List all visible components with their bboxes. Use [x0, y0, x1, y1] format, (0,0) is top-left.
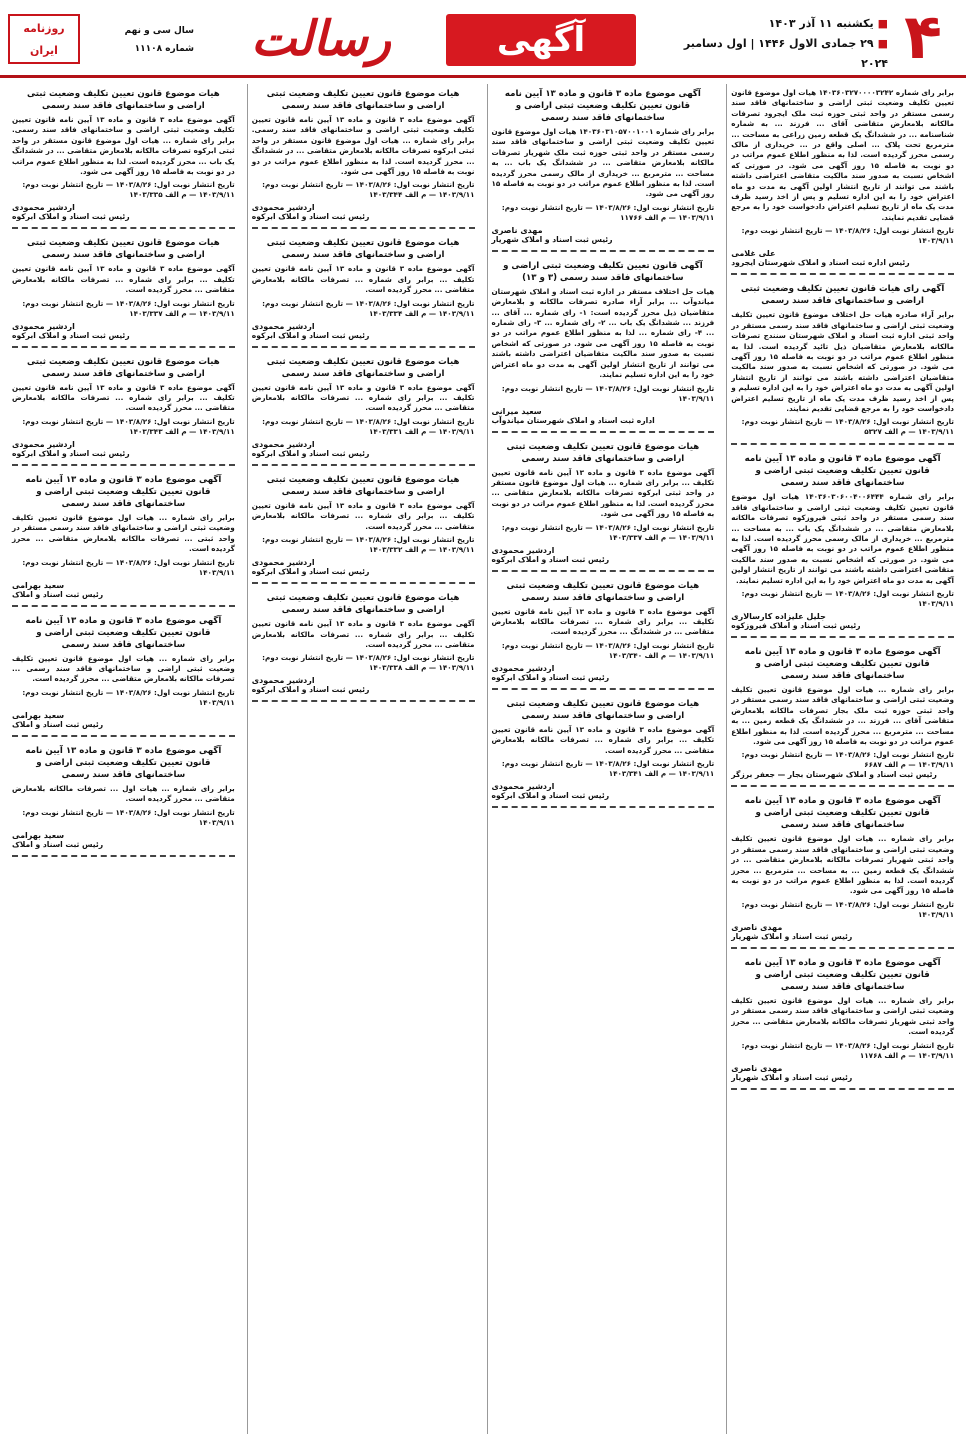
- notice-publication-dates: تاریخ انتشار نوبت اول: ۱۴۰۳/۸/۲۶ — تاریخ انتشار نوبت دوم: ۱۴۰۳/۹/۱۱ — م الف ۱۴۰۳/۳۴۱: [501, 758, 715, 778]
- notice-issuing-office: رئیس ثبت اسناد و املاک ابرکوه: [12, 330, 130, 340]
- notice-body: آگهی موضوع ماده ۳ قانون و ماده ۱۳ آیین نامه قانون تعیین تکلیف ... برابر رای شماره ... هیات اول موضوع قانون مستقر در واحد ثبتی ابرکوه تصرفات مالکانه بلامعارض متقاضی ... محرز گردیده است. لذا به منظور اطلاع عموم مراتب در دو نوبت به فاصله ۱۵ روز آگهی می شود.: [491, 467, 715, 519]
- notice-body: آگهی موضوع ماده ۳ قانون و ماده ۱۳ آیین نامه قانون تعیین تکلیف ... برابر رای شماره ... تصرفات مالکانه بلامعارض متقاضی ... محرز گردیده است.: [251, 264, 475, 295]
- notice-column: [247, 84, 479, 1434]
- notice-issuing-office: رئیس ثبت اسناد و املاک ابرکوه: [12, 448, 130, 458]
- notice-issuing-office: رئیس ثبت اسناد و املاک شهریار: [491, 234, 613, 244]
- notice-issuing-office: رئیس ثبت اسناد و املاک ابرکوه: [491, 554, 610, 564]
- issue-number: شماره ۱۱۱۰۸: [134, 44, 194, 54]
- notice-title: آگهی موضوع ماده ۳ قانون و ماده ۱۳ آیین نامه قانون تعیین تکلیف وضعیت ثبتی اراضی و ساختمانهای فاقد سند رسمی: [25, 474, 222, 509]
- notice-title: آگهی موضوع ماده ۳ قانون و ماده ۱۳ آیین نامه قانون تعیین تکلیف وضعیت ثبتی اراضی و ساختمانهای فاقد سند رسمی: [744, 796, 941, 831]
- legal-notice: [731, 84, 954, 275]
- notice-publication-dates: تاریخ انتشار نوبت اول: ۱۴۰۳/۸/۲۶ — تاریخ انتشار نوبت دوم: ۱۴۰۳/۹/۱۱ — م الف ۱۱۷۶۶: [501, 202, 715, 222]
- notice-body: آگهی موضوع ماده ۳ قانون و ماده ۱۳ آیین نامه قانون تعیین تکلیف ... برابر رای شماره ... تصرفات مالکانه بلامعارض متقاضی ... محرز گردیده است.: [12, 264, 235, 295]
- legal-notice: [252, 233, 475, 347]
- notice-publication-dates: تاریخ انتشار نوبت اول: ۱۴۰۳/۸/۲۶ — تاریخ انتشار نوبت دوم: ۱۴۰۳/۹/۱۱: [22, 807, 235, 827]
- notice-publication-dates: تاریخ انتشار نوبت اول: ۱۴۰۳/۸/۲۶ — تاریخ انتشار نوبت دوم: ۱۴۰۳/۹/۱۱ — م الف ۱۴۰۳/۳۳۷: [22, 298, 235, 318]
- notice-signer-name: اردشیر محمودی: [12, 321, 75, 331]
- notice-signer-name: مهدی ناصری: [491, 225, 543, 235]
- notice-title: هیات موضوع قانون تعیین تکلیف وضعیت ثبتی اراضی و ساختمانهای فاقد سند رسمی: [506, 698, 700, 721]
- legal-notice: [731, 642, 954, 787]
- notice-publication-dates: تاریخ انتشار نوبت اول: ۱۴۰۳/۸/۲۶ — تاریخ انتشار نوبت دوم: ۱۴۰۳/۹/۱۱: [741, 589, 954, 608]
- notice-publication-dates: تاریخ انتشار نوبت اول: ۱۴۰۳/۸/۲۶ — تاریخ انتشار نوبت دوم: ۱۴۰۳/۹/۱۱ — م الف ۱۴۰۳/۳۳۷: [501, 522, 715, 542]
- notice-signer-name: اردشیر محمودی: [251, 676, 315, 686]
- notice-issuing-office: رئیس اداره ثبت اسناد و املاک شهرستان ایجرود: [731, 258, 910, 268]
- notice-signer-name: سعید بهرامی: [12, 580, 65, 590]
- notice-issuing-office: رئیس ثبت اسناد و املاک ابرکوه: [251, 448, 370, 458]
- notice-title: آگهی موضوع ماده ۳ قانون و ماده ۱۳ آیین نامه قانون تعیین تکلیف وضعیت ثبتی اراضی و ساختمانهای فاقد سند رسمی: [744, 454, 941, 489]
- notice-issuing-office: رئیس ثبت اسناد و املاک شهریار: [731, 1072, 853, 1082]
- notice-title: آگهی موضوع ماده ۳ قانون و ماده ۱۳ آیین نامه قانون تعیین تکلیف وضعیت ثبتی اراضی و ساختمانهای فاقد سند رسمی: [25, 615, 222, 650]
- notice-publication-dates: تاریخ انتشار نوبت اول: ۱۴۰۳/۸/۲۶ — تاریخ انتشار نوبت دوم: ۱۴۰۳/۹/۱۱ — م الف ۱۴۰۳/۳۳۸: [262, 653, 475, 673]
- legal-notice: [252, 84, 475, 229]
- legal-notice: [731, 279, 954, 445]
- legal-notice: [492, 437, 715, 572]
- notice-publication-dates: تاریخ انتشار نوبت اول: ۱۴۰۳/۸/۲۶ — تاریخ انتشار نوبت دوم: ۱۴۰۳/۹/۱۱ — م الف ۵۳۲۷: [741, 417, 954, 437]
- legal-notice: [12, 611, 235, 737]
- notice-issuing-office: رئیس ثبت اسناد و املاک فیروزکوه: [731, 621, 861, 630]
- notice-issuing-office: اداره ثبت اسناد و املاک شهرستان میاندوآب: [491, 415, 655, 425]
- notice-title: هیات موضوع قانون تعیین تکلیف وضعیت ثبتی اراضی و ساختمانهای فاقد سند رسمی: [266, 238, 460, 261]
- notice-issuing-office: رئیس ثبت اسناد و املاک ابرکوه: [251, 330, 370, 340]
- notice-publication-dates: تاریخ انتشار نوبت اول: ۱۴۰۳/۸/۲۶ — تاریخ انتشار نوبت دوم: ۱۴۰۳/۹/۱۱: [741, 899, 954, 919]
- notice-issuing-office: رئیس ثبت اسناد و املاک ابرکوه: [12, 212, 130, 222]
- notice-signer-name: اردشیر محمودی: [491, 545, 555, 555]
- notice-signer-name: سعید میرانی: [491, 406, 542, 416]
- notice-body: برابر رای شماره ... هیات اول موضوع قانون تعیین تکلیف وضعیت ثبتی اراضی و ساختمانهای فاقد سند رسمی مستقر در واحد ثبتی حوزه ثبت ملک بجار تصرفات مالکانه بلامعارض متقاضی آقای ... فرزند ... در ششدانگ یک قطعه زمین ... به مساحت ... مترمربع ... محرز گردیده است. لذا به منظور اطلاع عموم مراتب در دو نوبت به فاصله ۱۵ روز آگهی می شود.: [731, 685, 954, 747]
- notice-publication-dates: تاریخ انتشار نوبت اول: ۱۴۰۳/۸/۲۶ — تاریخ انتشار نوبت دوم: ۱۴۰۳/۹/۱۱ — م الف ۱۴۰۳/۳۴۰: [501, 640, 715, 660]
- notice-body: برابر رای شماره ... هیات اول موضوع قانون تعیین تکلیف وضعیت ثبتی اراضی و ساختمانهای فاقد سند رسمی مستقر در واحد ثبتی ... تصرفات مالکانه بلامعارض متقاضی ... محرز گردیده است.: [12, 512, 235, 554]
- legal-notice: [731, 449, 954, 638]
- notice-body: برابر آراء صادره هیات حل اختلاف موضوع قانون تعیین تکلیف وضعیت ثبتی اراضی و ساختمانهای فاقد سند رسمی مستقر در واحد ثبتی اداره ثبت اسناد و املاک شهرستان سنندج تصرفات مالکانه بلامعارض متقاضیان ذیل تائید گردیده است. لذا به منظور اطلاع عموم مراتب در دو نوبت به فاصله ۱۵ روز آگهی می شود. در صورتی که اشخاص نسبت به صدور سند مالکیت متقاضیان اعتراضی داشته باشند می توانند از تاریخ انتشار اولین آگهی به مدت دو ماه اعتراض خود را به این اداره تسلیم و پس از اخذ رسید ظرف مدت یک ماه از تاریخ تسلیم اعتراض دادخواست خود را به مرجع قضایی تقدیم نمایند.: [731, 310, 954, 413]
- date-line-hijri-gregorian: ■۲۹ جمادی الاول ۱۴۴۶ | اول دسامبر ۲۰۲۴: [683, 37, 888, 70]
- legal-notice: [731, 953, 954, 1090]
- legal-notice: [12, 741, 235, 857]
- legal-notice: [12, 352, 235, 466]
- notice-title: هیات موضوع قانون تعیین تکلیف وضعیت ثبتی اراضی و ساختمانهای فاقد سند رسمی: [27, 89, 220, 111]
- notice-title: هیات موضوع قانون تعیین تکلیف وضعیت ثبتی اراضی و ساختمانهای فاقد سند رسمی: [266, 593, 460, 616]
- notice-issuing-office: رئیس ثبت اسناد و املاک ابرکوه: [251, 685, 370, 695]
- notice-publication-dates: تاریخ انتشار نوبت اول: ۱۴۰۳/۸/۲۶ — تاریخ انتشار نوبت دوم: ۱۴۰۳/۹/۱۱ — م الف ۱۴۰۳/۳۳۵: [22, 180, 235, 200]
- legal-notice: [12, 84, 235, 229]
- notice-signer-name: اردشیر محمودی: [491, 663, 555, 673]
- legal-notice: [252, 588, 475, 702]
- notice-issuing-office: رئیس ثبت اسناد و املاک: [12, 719, 104, 729]
- notice-column: [8, 84, 239, 1434]
- notice-column: [487, 84, 719, 1434]
- notice-columns: [8, 84, 958, 1434]
- notice-title: هیات موضوع قانون تعیین تکلیف وضعیت ثبتی اراضی و ساختمانهای فاقد سند رسمی: [506, 441, 700, 464]
- notice-publication-dates: تاریخ انتشار نوبت اول: ۱۴۰۳/۸/۲۶ — تاریخ انتشار نوبت دوم: ۱۴۰۳/۹/۱۱: [741, 226, 954, 246]
- notice-publication-dates: تاریخ انتشار نوبت اول: ۱۴۰۳/۸/۲۶ — تاریخ انتشار نوبت دوم: ۱۴۰۳/۹/۱۱ — م الف ۱۴۰۳/۳۳۲: [262, 535, 475, 555]
- notice-publication-dates: تاریخ انتشار نوبت اول: ۱۴۰۳/۸/۲۶ — تاریخ انتشار نوبت دوم: ۱۴۰۳/۹/۱۱ — م الف ۱۴۰۳/۳۳۴: [262, 298, 475, 318]
- notice-signer-name: مهدی ناصری: [731, 1063, 783, 1073]
- notice-publication-dates: تاریخ انتشار نوبت اول: ۱۴۰۳/۸/۲۶ — تاریخ انتشار نوبت دوم: ۱۴۰۳/۹/۱۱ — م الف ۶۶۸۷: [741, 750, 954, 770]
- notice-body: آگهی موضوع ماده ۳ قانون و ماده ۱۳ آیین نامه قانون تعیین تکلیف وضعیت ثبتی اراضی و ساختمانهای فاقد سند رسمی. برابر رای شماره ... هیات اول موضوع قانون مستقر در واحد ثبتی ابرکوه تصرفات مالکانه بلامعارض متقاضی ... در ششدانگ ... محرز گردیده است. لذا به منظور اطلاع عموم مراتب در دو نوبت به فاصله ۱۵ روز آگهی می شود.: [251, 115, 475, 177]
- legal-notice: [252, 470, 475, 584]
- notice-body: آگهی موضوع ماده ۳ قانون و ماده ۱۳ آیین نامه قانون تعیین تکلیف ... برابر رای شماره ... تصرفات مالکانه بلامعارض متقاضی ... محرز گردیده است.: [251, 382, 475, 413]
- newspaper-logo: رسالت: [251, 11, 391, 67]
- notice-title: آگهی رای هیات قانون تعیین تکلیف وضعیت ثبتی اراضی و ساختمانهای فاقد سند رسمی: [740, 284, 945, 307]
- legal-notice: [731, 791, 954, 948]
- section-title: آگهی: [446, 14, 636, 66]
- notice-body: برابر رای شماره ۱۴۰۳۶۰۳۰۶۰۰۴۰۰۶۴۴۴ هیات اول موضوع قانون تعیین تکلیف وضعیت ثبتی اراضی و ساختمانهای فاقد سند رسمی مستقر در واحد ثبتی فیروزکوه تصرفات مالکانه بلامعارض متقاضی ... در ششدانگ یک باب ... به مساحت ... مترمربع ... خریداری از مالک رسمی محرز گردیده است. لذا به منظور اطلاع عموم مراتب در دو نوبت به فاصله ۱۵ روز آگهی می شود. در صورتی که اشخاص نسبت به صدور سند مالکیت متقاضی اعتراضی داشته باشند می توانند از تاریخ انتشار اولین آگهی به مدت دو ماه اعتراض خود را به این اداره تسلیم نمایند.: [731, 492, 954, 585]
- notice-signer-name: سعید بهرامی: [12, 710, 65, 720]
- notice-signer-name: اردشیر محمودی: [12, 439, 75, 449]
- notice-publication-dates: تاریخ انتشار نوبت اول: ۱۴۰۳/۸/۲۶ — تاریخ انتشار نوبت دوم: ۱۴۰۳/۹/۱۱ — م الف ۱۴۰۳/۳۴۳: [22, 416, 235, 436]
- page-header: [0, 0, 966, 78]
- iran-newspaper-logo: روزنامه ایران: [8, 14, 80, 64]
- notice-issuing-office: رئیس ثبت اسناد و املاک ابرکوه: [251, 212, 370, 222]
- notice-title: آگهی موضوع ماده ۳ قانون و ماده ۱۳ آیین نامه قانون تعیین تکلیف وضعیت ثبتی اراضی و ساختمانهای فاقد سند رسمی: [504, 89, 701, 123]
- notice-title: آگهی موضوع ماده ۳ قانون و ماده ۱۳ آیین نامه قانون تعیین تکلیف وضعیت ثبتی اراضی و ساختمانهای فاقد سند رسمی: [744, 647, 941, 681]
- notice-publication-dates: تاریخ انتشار نوبت اول: ۱۴۰۳/۸/۲۶ — تاریخ انتشار نوبت دوم: ۱۴۰۳/۹/۱۱ — م الف ۱۱۷۶۸: [741, 1040, 954, 1060]
- notice-title: هیات موضوع قانون تعیین تکلیف وضعیت ثبتی اراضی و ساختمانهای فاقد سند رسمی: [506, 580, 700, 603]
- page-number: ۴: [904, 0, 942, 73]
- legal-notice: [492, 256, 715, 433]
- legal-notice: [12, 470, 235, 607]
- notice-signer-name: سعید بهرامی: [12, 830, 65, 840]
- notice-body: هیات حل اختلاف مستقر در اداره ثبت اسناد و املاک شهرستان میاندوآب ... برابر آراء صادره تصرفات مالکانه و بلامعارض متقاضیان ذیل محرز گردیده است: ۱- رای شماره ... آقای ... فرزند ... ششدانگ یک باب ... ۲- رای شماره ... ۳- رای شماره ... ۴- رای شماره ... لذا به منظور اطلاع عموم مراتب در دو نوبت به فاصله ۱۵ روز آگهی می شود. در صورتی که اشخاص نسبت به صدور سند مالکیت متقاضیان اعتراضی داشته باشند می توانند از تاریخ انتشار اولین آگهی به مدت دو ماه اعتراض خود را به این اداره تسلیم نمایند.: [491, 286, 715, 380]
- legal-notice: [252, 352, 475, 466]
- notice-issuing-office: رئیس ثبت اسناد و املاک ابرکوه: [491, 672, 610, 682]
- legal-notice: [12, 233, 235, 347]
- notice-issuing-office: رئیس ثبت اسناد و املاک ابرکوه: [251, 567, 370, 577]
- notice-signer-name: اردشیر محمودی: [12, 203, 75, 213]
- notice-body: برابر رای شماره ... هیات اول موضوع قانون تعیین تکلیف وضعیت ثبتی اراضی و ساختمانهای فاقد سند رسمی ... تصرفات مالکانه بلامعارض متقاضی ... محرز گردیده است.: [12, 653, 235, 684]
- notice-body: برابر رای شماره ۱۴۰۳۶۰۳۲۷۰۰۰۰۳۲۴۲ هیات اول موضوع قانون تعیین تکلیف وضعیت ثبتی اراضی و ساختمانهای فاقد سند رسمی مستقر در واحد ثبتی حوزه ثبت ملک ایجرود تصرفات مالکانه بلامعارض متقاضی آقای ... فرزند ... به شماره شناسنامه ... در ششدانگ یک قطعه زمین زراعی به مساحت ... مترمربع تحت پلاک ... اصلی واقع در ... خریداری از مالک رسمی محرز گردیده است. لذا به منظور اطلاع عموم مراتب در دو نوبت به فاصله ۱۵ روز آگهی می شود. در صورتی که اشخاص نسبت به صدور سند مالکیت متقاضی اعتراضی داشته باشند می توانند از تاریخ انتشار اولین آگهی به مدت دو ماه اعتراض خود را به این اداره تسلیم و پس از اخذ رسید ظرف مدت یک ماه از تاریخ تسلیم اعتراض دادخواست خود را به مرجع قضایی تقدیم نمایند.: [731, 88, 954, 222]
- legal-notice: [492, 84, 715, 252]
- notice-body: برابر رای شماره ۱۴۰۳۶۰۳۱۰۵۷۰۰۱۰۰۱ هیات اول موضوع قانون تعیین تکلیف وضعیت ثبتی اراضی و ساختمانهای فاقد سند رسمی مستقر در واحد ثبتی حوزه ثبت ملک شهریار تصرفات مالکانه بلامعارض متقاضی ... در ششدانگ یک باب ... به مساحت ... مترمربع ... خریداری از مالک رسمی محرز گردیده است. لذا به منظور اطلاع عموم مراتب در دو نوبت به فاصله ۱۵ روز آگهی می شود.: [491, 127, 715, 199]
- notice-publication-dates: تاریخ انتشار نوبت اول: ۱۴۰۳/۸/۲۶ — تاریخ انتشار نوبت دوم: ۱۴۰۳/۹/۱۱ — م الف ۱۴۰۳/۳۳۱: [262, 416, 475, 436]
- notice-issuing-office: رئیس ثبت اسناد و املاک ابرکوه: [491, 790, 610, 800]
- issue-info: [84, 22, 194, 62]
- notice-title: آگهی موضوع ماده ۳ قانون و ماده ۱۳ آیین نامه قانون تعیین تکلیف وضعیت ثبتی اراضی و ساختمانهای فاقد سند رسمی: [25, 745, 222, 780]
- date-block: [658, 14, 888, 70]
- notice-signer-name: جلیل علیزاده کارسالاری: [731, 612, 826, 621]
- notice-title: هیات موضوع قانون تعیین تکلیف وضعیت ثبتی اراضی و ساختمانهای فاقد سند رسمی: [266, 474, 460, 497]
- notice-publication-dates: تاریخ انتشار نوبت اول: ۱۴۰۳/۸/۲۶ — تاریخ انتشار نوبت دوم: ۱۴۰۳/۹/۱۱: [501, 383, 715, 403]
- notice-issuing-office: رئیس ثبت اسناد و املاک: [12, 589, 104, 599]
- notice-publication-dates: تاریخ انتشار نوبت اول: ۱۴۰۳/۸/۲۶ — تاریخ انتشار نوبت دوم: ۱۴۰۳/۹/۱۱ — م الف ۱۴۰۳/۳۴۴: [262, 180, 475, 200]
- notice-publication-dates: تاریخ انتشار نوبت اول: ۱۴۰۳/۸/۲۶ — تاریخ انتشار نوبت دوم: ۱۴۰۳/۹/۱۱: [22, 557, 235, 577]
- legal-notice: [492, 694, 715, 808]
- notice-issuing-office: رئیس ثبت اسناد و املاک شهرستان بجار — جعفر برزگر: [731, 770, 937, 780]
- notice-title: هیات موضوع قانون تعیین تکلیف وضعیت ثبتی اراضی و ساختمانهای فاقد سند رسمی: [266, 356, 460, 379]
- notice-signer-name: اردشیر محمودی: [251, 439, 315, 449]
- notice-body: برابر رای شماره ... هیات اول ... تصرفات مالکانه بلامعارض متقاضی ... محرز گردیده است.: [12, 783, 235, 804]
- notice-issuing-office: رئیس ثبت اسناد و املاک شهریار: [731, 931, 853, 941]
- notice-body: برابر رای شماره ... هیات اول موضوع قانون تعیین تکلیف وضعیت ثبتی اراضی و ساختمانهای فاقد سند رسمی مستقر در واحد ثبتی شهریار تصرفات مالکانه بلامعارض متقاضی ... در ششدانگ یک قطعه زمین ... به مساحت ... مترمربع ... محرز گردیده است. لذا به منظور اطلاع عموم مراتب در دو نوبت به فاصله ۱۵ روز آگهی می شود.: [731, 834, 954, 896]
- notice-title: هیات موضوع قانون تعیین تکلیف وضعیت ثبتی اراضی و ساختمانهای فاقد سند رسمی: [266, 89, 460, 111]
- notice-signer-name: علی غلامی: [731, 249, 776, 259]
- notice-title: آگهی قانون تعیین تکلیف وضعیت ثبتی اراضی و ساختمانهای فاقد سند رسمی (۳ و ۱۳): [503, 260, 703, 283]
- issue-year: سال سی و نهم: [124, 26, 194, 36]
- notice-body: آگهی موضوع ماده ۳ قانون و ماده ۱۳ آیین نامه قانون تعیین تکلیف ... برابر رای شماره ... تصرفات مالکانه بلامعارض متقاضی ... محرز گردیده است.: [12, 382, 235, 413]
- notice-body: آگهی موضوع ماده ۳ قانون و ماده ۱۳ آیین نامه قانون تعیین تکلیف ... برابر رای شماره ... تصرفات مالکانه بلامعارض متقاضی ... در ششدانگ ... محرز گردیده است.: [491, 606, 715, 637]
- notice-body: برابر رای شماره ... هیات اول موضوع قانون تعیین تکلیف وضعیت ثبتی اراضی و ساختمانهای فاقد سند رسمی مستقر در واحد ثبتی شهریار تصرفات مالکانه بلامعارض متقاضی ... محرز گردیده است.: [731, 995, 954, 1037]
- notice-title: هیات موضوع قانون تعیین تکلیف وضعیت ثبتی اراضی و ساختمانهای فاقد سند رسمی: [27, 238, 220, 261]
- notice-signer-name: مهدی ناصری: [731, 922, 783, 932]
- notice-signer-name: اردشیر محمودی: [251, 203, 315, 213]
- notice-body: آگهی موضوع ماده ۳ قانون و ماده ۱۳ آیین نامه قانون تعیین تکلیف ... برابر رای شماره ... تصرفات مالکانه بلامعارض متقاضی ... محرز گردیده است.: [251, 619, 475, 649]
- notice-signer-name: اردشیر محمودی: [251, 558, 315, 568]
- notice-issuing-office: رئیس ثبت اسناد و املاک: [12, 839, 104, 849]
- date-line-persian: ■یکشنبه ۱۱ آذر ۱۴۰۳: [768, 17, 888, 30]
- legal-notice: [492, 576, 715, 690]
- notice-body: آگهی موضوع ماده ۳ قانون و ماده ۱۳ آیین نامه قانون تعیین تکلیف وضعیت ثبتی اراضی و ساختمانهای فاقد سند رسمی. برابر رای شماره ... هیات اول موضوع قانون مستقر در واحد ثبتی ابرکوه تصرفات مالکانه بلامعارض متقاضی ... در ششدانگ یک باب ... محرز گردیده است. لذا به منظور اطلاع عموم مراتب در دو نوبت به فاصله ۱۵ روز آگهی می شود.: [12, 115, 235, 177]
- notice-body: آگهی موضوع ماده ۳ قانون و ماده ۱۳ آیین نامه قانون تعیین تکلیف ... برابر رای شماره ... تصرفات مالکانه بلامعارض متقاضی ... محرز گردیده است.: [491, 724, 715, 755]
- notice-title: آگهی موضوع ماده ۳ قانون و ماده ۱۳ آیین نامه قانون تعیین تکلیف وضعیت ثبتی اراضی و ساختمانهای فاقد سند رسمی: [744, 957, 941, 992]
- notice-body: آگهی موضوع ماده ۳ قانون و ماده ۱۳ آیین نامه قانون تعیین تکلیف ... برابر رای شماره ... تصرفات مالکانه بلامعارض متقاضی ... محرز گردیده است.: [251, 500, 475, 531]
- notice-title: هیات موضوع قانون تعیین تکلیف وضعیت ثبتی اراضی و ساختمانهای فاقد سند رسمی: [27, 356, 220, 379]
- notice-publication-dates: تاریخ انتشار نوبت اول: ۱۴۰۳/۸/۲۶ — تاریخ انتشار نوبت دوم: ۱۴۰۳/۹/۱۱: [22, 687, 235, 707]
- notice-signer-name: اردشیر محمودی: [251, 321, 315, 331]
- notice-column: [726, 84, 958, 1434]
- notice-signer-name: اردشیر محمودی: [491, 781, 555, 791]
